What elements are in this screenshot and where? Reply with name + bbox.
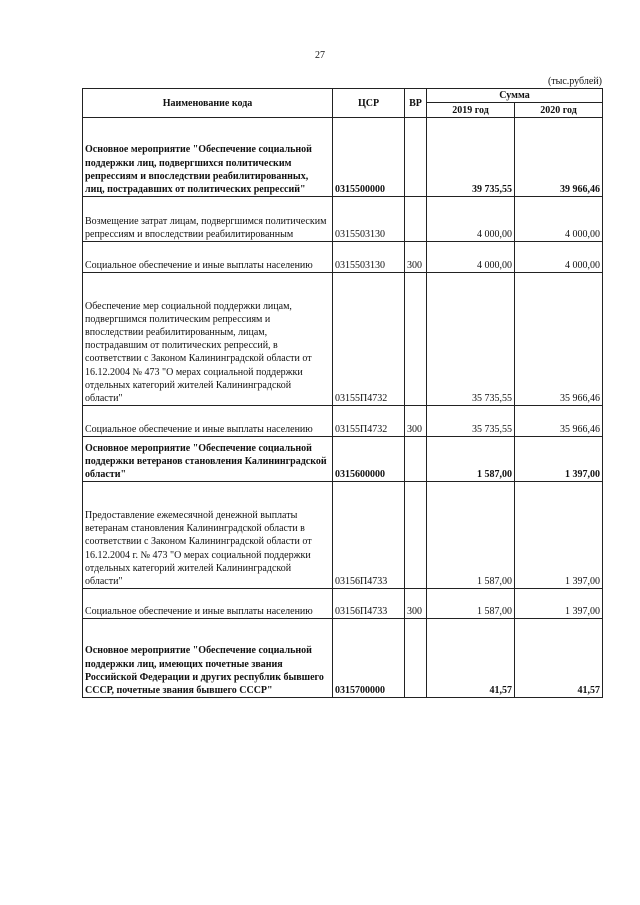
table-body [83,118,603,698]
row-name: Обеспечение мер социальной поддержки лицам, подвергшимся политическим репрессиям и впоследствии реабилитированным, лицам, пострадавшим от политических репрессий, в соответствии с Законом Калининградской области от 16.12.2004 № 473 "О мерах социальной поддержки отдельных категорий жителей Калининградской области" [83,273,333,406]
table-row [83,273,603,406]
row-name: Основное мероприятие "Обеспечение социальной поддержки лиц, имеющих почетные звания Российской Федерации и других республик бывшего СССР, почетные звания бывшего СССР" [83,619,333,698]
header-2019: 2019 год [427,103,515,118]
row-csr: 0315503130 [333,242,405,273]
budget-table [82,88,603,698]
table-row [83,197,603,242]
row-2019: 1 587,00 [427,589,515,619]
row-2020: 4 000,00 [515,197,603,242]
header-sum: Сумма [427,89,603,103]
table-row [83,589,603,619]
row-csr: 0315500000 [333,118,405,197]
row-csr: 0315600000 [333,437,405,482]
row-2019: 35 735,55 [427,406,515,437]
row-name: Основное мероприятие "Обеспечение социальной поддержки ветеранов становления Калининградской области" [83,437,333,482]
row-2020: 1 397,00 [515,589,603,619]
row-csr: 03156П4733 [333,589,405,619]
table-row [83,406,603,437]
header-vr: ВР [405,89,427,118]
row-vr: 300 [405,242,427,273]
table-row [83,482,603,589]
table-row [83,242,603,273]
row-name: Социальное обеспечение и иные выплаты населению [83,589,333,619]
row-vr: 300 [405,406,427,437]
row-name: Социальное обеспечение и иные выплаты населению [83,242,333,273]
row-csr: 0315700000 [333,619,405,698]
row-2020: 35 966,46 [515,406,603,437]
row-2019: 35 735,55 [427,273,515,406]
row-2019: 4 000,00 [427,242,515,273]
row-2019: 1 587,00 [427,482,515,589]
row-vr [405,482,427,589]
row-vr [405,273,427,406]
row-2019: 4 000,00 [427,197,515,242]
row-2019: 1 587,00 [427,437,515,482]
row-vr [405,437,427,482]
table-row [83,118,603,197]
row-2020: 39 966,46 [515,118,603,197]
header-name: Наименование кода [83,89,333,118]
row-name: Социальное обеспечение и иные выплаты населению [83,406,333,437]
row-2020: 4 000,00 [515,242,603,273]
table-row [83,619,603,698]
row-csr: 03155П4732 [333,406,405,437]
row-2019: 39 735,55 [427,118,515,197]
row-vr: 300 [405,589,427,619]
header-csr: ЦСР [333,89,405,118]
header-2020: 2020 год [515,103,603,118]
row-2020: 1 397,00 [515,482,603,589]
row-2020: 35 966,46 [515,273,603,406]
row-name: Предоставление ежемесячной денежной выплаты ветеранам становления Калининградской области в соответствии с Законом Калининградской области от 16.12.2004 г. № 473 "О мерах социальной поддержки отдельных категорий жителей Калининградской области" [83,482,333,589]
row-vr [405,619,427,698]
row-csr: 0315503130 [333,197,405,242]
row-vr [405,197,427,242]
row-2020: 1 397,00 [515,437,603,482]
row-name: Основное мероприятие "Обеспечение социальной поддержки лиц, подвергшихся политическим репрессиям и впоследствии реабилитированных, лиц, пострадавших от политических репрессий" [83,118,333,197]
row-vr [405,118,427,197]
row-csr: 03155П4732 [333,273,405,406]
units-label: (тыс.рублей) [547,76,602,87]
row-2019: 41,57 [427,619,515,698]
row-name: Возмещение затрат лицам, подвергшимся политическим репрессиям и впоследствии реабилитированным [83,197,333,242]
row-2020: 41,57 [515,619,603,698]
page-number: 27 [315,50,325,61]
row-csr: 03156П4733 [333,482,405,589]
table-row [83,437,603,482]
